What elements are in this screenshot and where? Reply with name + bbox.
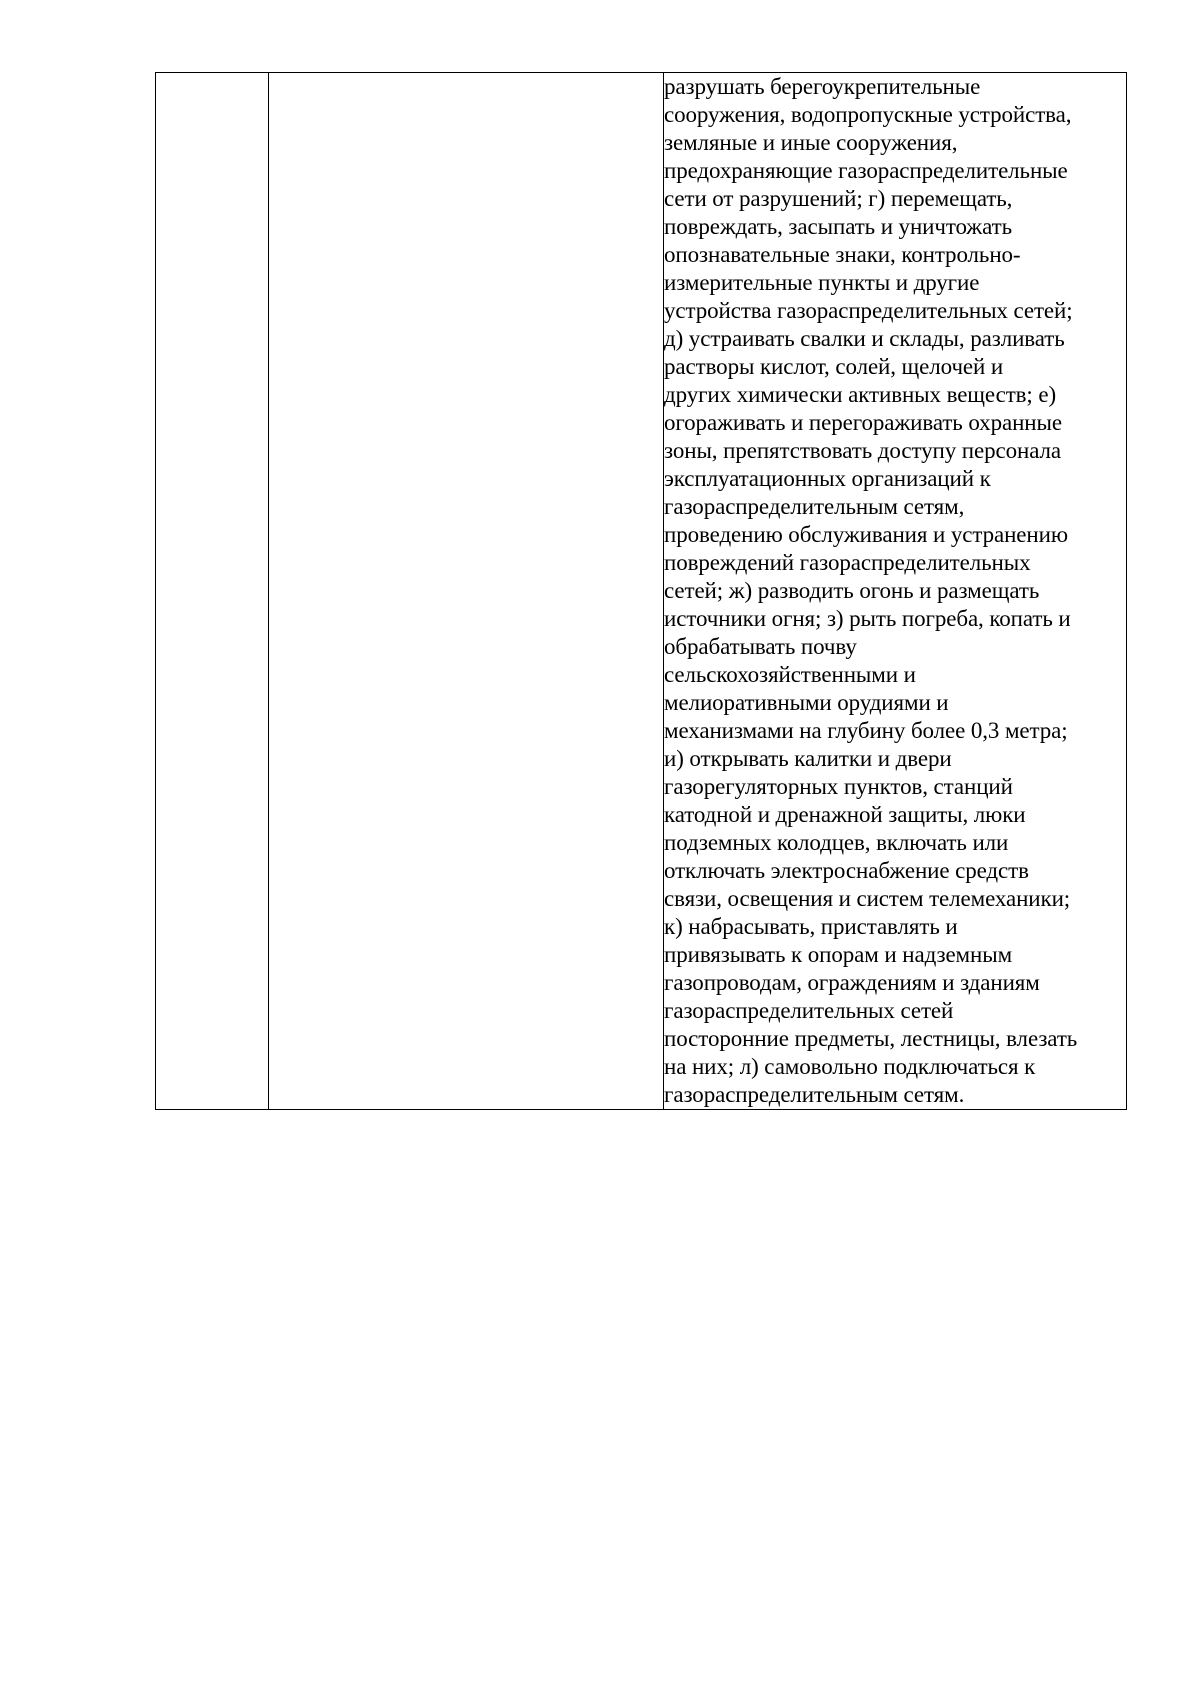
restrictions-text-line: проведению обслуживания и устранению xyxy=(664,522,1068,547)
restrictions-text-line: измерительные пункты и другие xyxy=(664,270,980,295)
restrictions-text-line: на них; л) самовольно подключаться к xyxy=(664,1054,1036,1079)
table-cell-name xyxy=(269,73,664,1110)
restrictions-text-line: посторонние предметы, лестницы, влезать xyxy=(664,1026,1078,1051)
restrictions-text-line: привязывать к опорам и надземным xyxy=(664,942,1013,967)
restrictions-text-line: земляные и иные сооружения, xyxy=(664,130,958,155)
restrictions-text-line: и) открывать калитки и двери xyxy=(664,746,952,771)
restrictions-text-line: газораспределительных сетей xyxy=(664,998,954,1023)
restrictions-text-line: опознавательные знаки, контрольно- xyxy=(664,242,1021,267)
restrictions-text-line: обрабатывать почву xyxy=(664,634,857,659)
restrictions-text-line: устройства газораспределительных сетей; xyxy=(664,298,1073,323)
restrictions-text-line: повреждений газораспределительных xyxy=(664,550,1031,575)
restrictions-text-line: д) устраивать свалки и склады, разливать xyxy=(664,326,1065,351)
restrictions-text-line: других химически активных веществ; е) xyxy=(664,382,1057,407)
restrictions-text-line: газораспределительным сетям. xyxy=(664,1082,965,1107)
restrictions-text-line: огораживать и перегораживать охранные xyxy=(664,410,1062,435)
table-row xyxy=(156,73,1127,1110)
restrictions-text-line: зоны, препятствовать доступу персонала xyxy=(664,438,1061,463)
table-cell-number xyxy=(156,73,269,1110)
restrictions-text-line: механизмами на глубину более 0,3 метра; xyxy=(664,718,1068,743)
restrictions-text-line: отключать электроснабжение средств xyxy=(664,858,1029,883)
restrictions-text-line: сетей; ж) разводить огонь и размещать xyxy=(664,578,1040,603)
restrictions-text-line: катодной и дренажной защиты, люки xyxy=(664,802,1026,827)
restrictions-table xyxy=(155,72,1127,1110)
restrictions-text-line: разрушать берегоукрепительные xyxy=(664,74,981,99)
restrictions-text-line: связи, освещения и систем телемеханики; xyxy=(664,886,1071,911)
restrictions-text xyxy=(664,73,1126,1109)
restrictions-text-line: газораспределительным сетям, xyxy=(664,494,965,519)
restrictions-text-line: предохраняющие газораспределительные xyxy=(664,158,1068,183)
table-cell-restrictions xyxy=(664,73,1127,1110)
restrictions-text-line: к) набрасывать, приставлять и xyxy=(664,914,958,939)
restrictions-text-line: сооружения, водопропускные устройства, xyxy=(664,102,1072,127)
restrictions-text-line: газорегуляторных пунктов, станций xyxy=(664,774,1013,799)
restrictions-text-line: газопроводам, ограждениям и зданиям xyxy=(664,970,1040,995)
restrictions-text-line: сети от разрушений; г) перемещать, xyxy=(664,186,1013,211)
restrictions-text-line: сельскохозяйственными и xyxy=(664,662,916,687)
restrictions-text-line: повреждать, засыпать и уничтожать xyxy=(664,214,1012,239)
restrictions-text-line: источники огня; з) рыть погреба, копать и xyxy=(664,606,1071,631)
restrictions-text-line: эксплуатационных организаций к xyxy=(664,466,991,491)
restrictions-text-line: мелиоративными орудиями и xyxy=(664,690,949,715)
restrictions-text-line: подземных колодцев, включать или xyxy=(664,830,1009,855)
restrictions-text-line: растворы кислот, солей, щелочей и xyxy=(664,354,1004,379)
